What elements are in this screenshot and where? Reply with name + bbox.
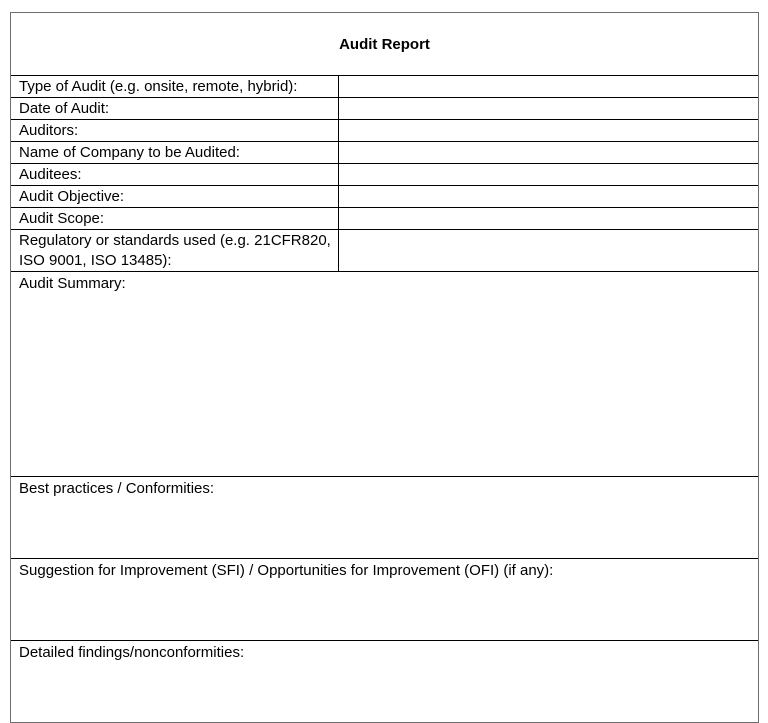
section-label-audit-summary: Audit Summary:	[19, 275, 126, 292]
audit-report-table	[10, 12, 759, 723]
field-row-type-of-audit	[11, 76, 758, 98]
field-value-type-of-audit[interactable]	[339, 76, 758, 97]
field-row-date-of-audit	[11, 98, 758, 120]
field-row-regulatory-standards	[11, 230, 758, 272]
field-label-auditees: Auditees:	[11, 164, 339, 185]
field-value-regulatory-standards[interactable]	[339, 230, 758, 271]
field-value-auditees[interactable]	[339, 164, 758, 185]
field-value-company-name[interactable]	[339, 142, 758, 163]
field-label-type-of-audit: Type of Audit (e.g. onsite, remote, hybrid):	[11, 76, 339, 97]
field-value-audit-objective[interactable]	[339, 186, 758, 207]
field-label-company-name: Name of Company to be Audited:	[11, 142, 339, 163]
section-suggestions-improvement[interactable]	[11, 559, 758, 641]
section-detailed-findings[interactable]	[11, 641, 758, 722]
field-row-audit-scope	[11, 208, 758, 230]
field-row-auditees	[11, 164, 758, 186]
field-label-audit-scope: Audit Scope:	[11, 208, 339, 229]
field-value-audit-scope[interactable]	[339, 208, 758, 229]
section-label-detailed-findings: Detailed findings/nonconformities:	[19, 644, 245, 661]
field-row-company-name	[11, 142, 758, 164]
field-label-date-of-audit: Date of Audit:	[11, 98, 339, 119]
field-label-regulatory-standards: Regulatory or standards used (e.g. 21CFR820, ISO 9001, ISO 13485):	[11, 230, 339, 271]
field-label-auditors: Auditors:	[11, 120, 339, 141]
field-label-audit-objective: Audit Objective:	[11, 186, 339, 207]
section-label-best-practices: Best practices / Conformities:	[19, 480, 215, 497]
section-best-practices[interactable]	[11, 477, 758, 559]
field-row-audit-objective	[11, 186, 758, 208]
field-value-date-of-audit[interactable]	[339, 98, 758, 119]
field-value-auditors[interactable]	[339, 120, 758, 141]
section-audit-summary[interactable]	[11, 272, 758, 477]
report-title: Audit Report	[11, 13, 758, 76]
field-row-auditors	[11, 120, 758, 142]
section-label-suggestions-improvement: Suggestion for Improvement (SFI) / Opportunities for Improvement (OFI) (if any):	[19, 562, 554, 579]
